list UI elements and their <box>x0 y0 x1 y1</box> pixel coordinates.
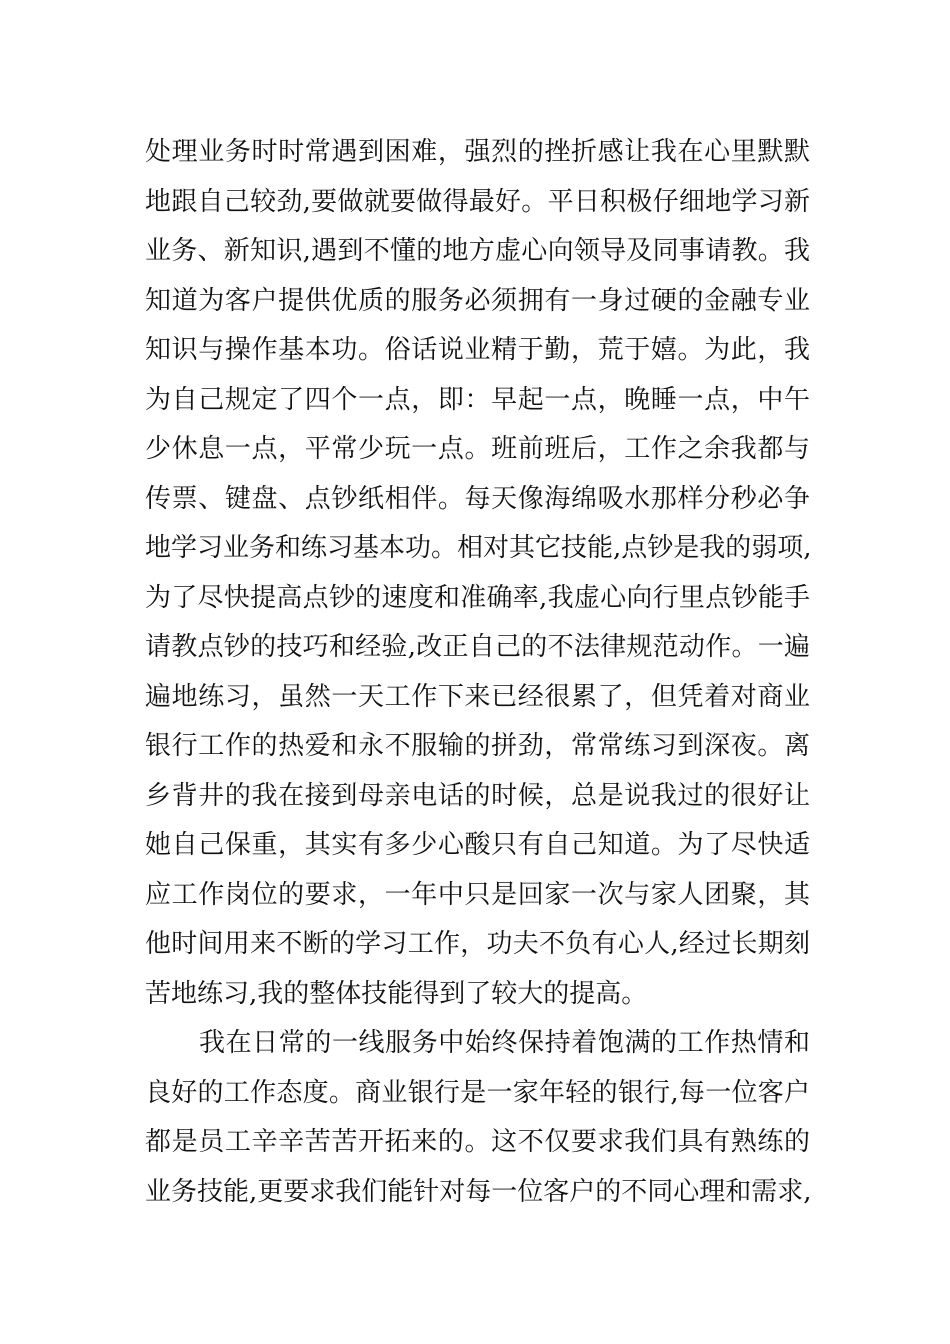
text-line: 知道为客户提供优质的服务必须拥有一身过硬的金融专业 <box>145 285 810 316</box>
text-line: 为自己规定了四个一点，即：早起一点，晚睡一点，中午 <box>145 384 810 415</box>
paragraph-2 <box>145 1019 810 1217</box>
paragraph-1 <box>145 128 810 1019</box>
text-line: 少休息一点，平常少玩一点。班前班后，工作之余我都与 <box>145 434 810 464</box>
text-line: 地跟自己较劲,要做就要做得最好。平日积极仔细地学习新 <box>145 186 810 217</box>
text-line: 我在日常的一线服务中始终保持着饱满的工作热情和 <box>199 1028 810 1058</box>
text-line: 请教点钞的技巧和经验,改正自己的不法律规范动作。一遍 <box>145 632 810 662</box>
text-line: 她自己保重，其实有多少心酸只有自己知道。为了尽快适 <box>145 830 810 860</box>
text-line: 银行工作的热爱和永不服输的拼劲，常常练习到深夜。离 <box>145 731 810 761</box>
text-line: 应工作岗位的要求，一年中只是回家一次与家人团聚，其 <box>145 879 810 910</box>
text-line: 知识与操作基本功。俗话说业精于勤，荒于嬉。为此，我 <box>145 335 810 365</box>
text-line: 为了尽快提高点钞的速度和准确率,我虚心向行里点钞能手 <box>145 582 810 613</box>
text-line: 传票、键盘、点钞纸相伴。每天像海绵吸水那样分秒必争 <box>145 483 810 514</box>
text-line: 地学习业务和练习基本功。相对其它技能,点钞是我的弱项, <box>145 533 812 563</box>
text-line: 都是员工辛辛苦苦开拓来的。这不仅要求我们具有熟练的 <box>145 1127 810 1157</box>
text-line: 乡背井的我在接到母亲电话的时候，总是说我过的很好让 <box>145 780 810 811</box>
text-line: 苦地练习,我的整体技能得到了较大的提高。 <box>145 978 648 1009</box>
text-line: 遍地练习，虽然一天工作下来已经很累了，但凭着对商业 <box>145 681 810 712</box>
text-line: 业务、新知识,遇到不懂的地方虚心向领导及同事请教。我 <box>145 236 810 266</box>
text-line: 他时间用来不断的学习工作，功夫不负有心人,经过长期刻 <box>145 929 810 959</box>
document-body <box>145 128 810 1217</box>
text-line: 业务技能,更要求我们能针对每一位客户的不同心理和需求, <box>145 1176 812 1207</box>
text-line: 良好的工作态度。商业银行是一家年轻的银行,每一位客户 <box>145 1077 810 1108</box>
text-line: 处理业务时时常遇到困难，强烈的挫折感让我在心里默默 <box>145 137 810 167</box>
